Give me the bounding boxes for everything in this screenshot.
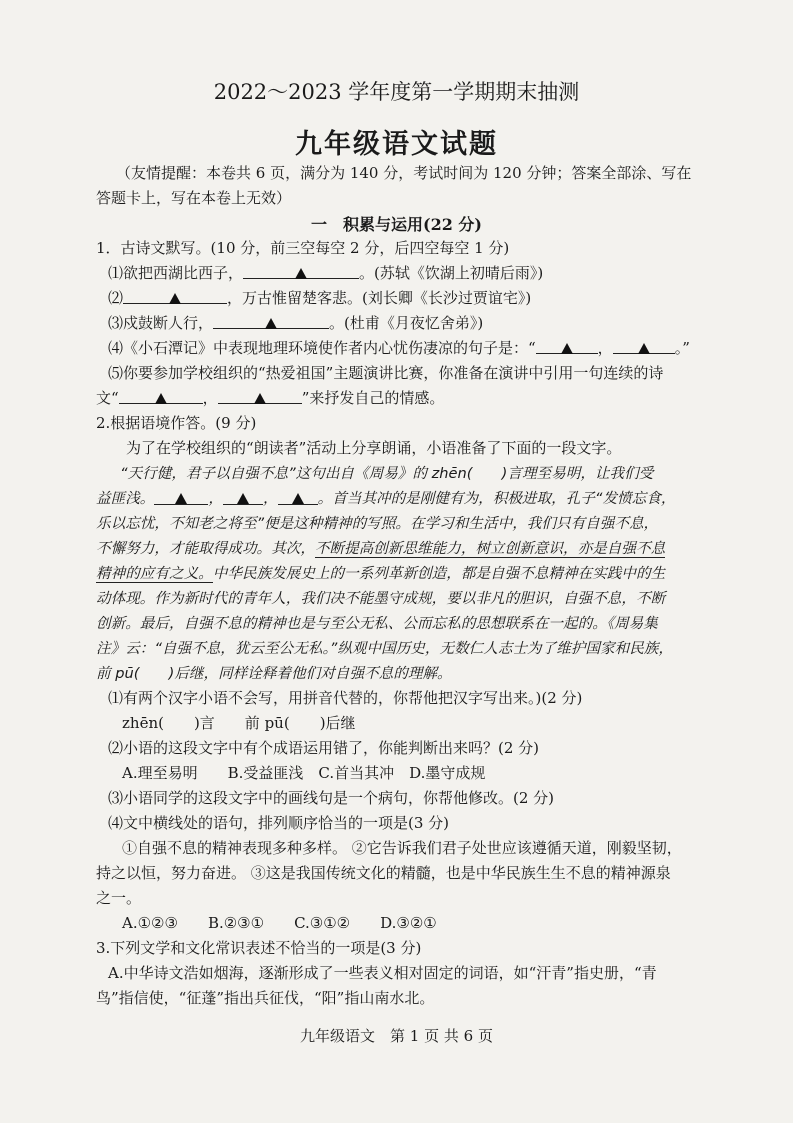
passage-line-4 (96, 537, 665, 558)
notice-line-1: （友情提醒：本卷共 6 页，满分为 140 分，考试时间为 120 分钟；答案全部涂、写在 (116, 164, 692, 182)
underlined-sentence-part-2: 精神的应有之义。 (96, 565, 213, 582)
passage-line-5 (96, 562, 665, 583)
blank-marker-icon (155, 393, 167, 404)
passage-line-3: 乐以忘忧，不知老之将至”便是这种精神的写照。在学习和生活中，我们只有自强不息， (96, 515, 659, 532)
q1-item-5-text-b: 文“ (96, 389, 119, 407)
answer-blank (154, 490, 208, 505)
blank-marker-icon (175, 493, 187, 504)
q2-sub-4: ⑷文中横线处的语句，排列顺序恰当的一项是(3 分) (108, 814, 450, 832)
answer-blank (218, 389, 302, 404)
passage-line-1: “天行健，君子以自强不息”这句出自《周易》的 zhēn( )言理至易明，让我们受 (120, 465, 654, 482)
answer-blank (119, 389, 203, 404)
section-title: 一 积累与运用(22 分) (311, 215, 482, 234)
blank-marker-icon (638, 343, 650, 354)
q1-item-2 (108, 287, 531, 308)
passage-line-2 (96, 487, 675, 508)
exam-subject-title: 九年级语文试题 (295, 129, 498, 160)
answer-blank (278, 490, 318, 505)
passage-line-6: 动体现。作为新时代的青年人，我们决不能墨守成规，要以非凡的胆识，自强不息，不断 (96, 590, 666, 607)
notice-line-2: 答题卡上，写在本卷上无效） (96, 189, 292, 207)
answer-blank (213, 314, 329, 329)
q1-item-4-text-c: 。” (674, 339, 690, 357)
blank-marker-icon (292, 493, 304, 504)
passage-line-2-text-b: ， (208, 490, 223, 507)
q2-sub-2-options: A.理至易明 B.受益匪浅 C.首当其冲 D.墨守成规 (122, 764, 486, 782)
blank-marker-icon (561, 343, 573, 354)
passage-line-7: 创新。最后，自强不息的精神也是与至公无私、公而忘私的思想联系在一起的。《周易集 (96, 615, 658, 632)
blank-marker-icon (295, 268, 307, 279)
q1-item-5-line-1: ⑸你要参加学校组织的“热爱祖国”主题演讲比赛，你准备在演讲中引用一句连续的诗 (108, 364, 664, 382)
answer-blank (243, 264, 359, 279)
passage-line-2-text-c: ， (263, 490, 278, 507)
passage-line-5-text-b: 中华民族发展史上的一系列革新创造，都是自强不息精神在实践中的生 (212, 565, 666, 582)
passage-line-4-text-a: 不懈努力，才能取得成功。其次， (96, 540, 315, 557)
answer-blank (536, 339, 598, 354)
q2-sub-4-line-1: ①自强不息的精神表现多种多样。 ②它告诉我们君子处世应该遵循天道，刚毅坚韧， (122, 839, 682, 857)
q1-item-3 (108, 312, 483, 333)
answer-blank (123, 289, 227, 304)
q1-item-1 (108, 262, 543, 283)
blank-marker-icon (169, 293, 181, 304)
q2-sub-3: ⑶小语同学的这段文字中的画线句是一个病句，你帮他修改。(2 分) (108, 789, 555, 807)
q2-sub-4-options: A.①②③ B.②③① C.③①② D.③②① (122, 914, 437, 932)
q3-option-a-line-1: A.中华诗文浩如烟海，逐渐形成了一些表义相对固定的词语，如“汗青”指史册，“青 (108, 964, 657, 982)
q1-item-5-text-d: ”来抒发自己的情感。 (301, 389, 445, 407)
q1-item-2-text-a: ⑵ (108, 289, 124, 307)
q1-item-4-text-b: ， (597, 339, 613, 357)
q3-stem: 3.下列文学和文化常识表述不恰当的一项是(3 分) (96, 939, 422, 957)
q1-item-4 (108, 337, 690, 358)
q2-sub-2: ⑵小语的这段文字中有个成语运用错了，你能判断出来吗？(2 分) (108, 739, 540, 757)
q1-item-3-text-b: 。(杜甫《月夜忆舍弟》) (329, 314, 484, 332)
blank-marker-icon (254, 393, 266, 404)
q1-item-3-text-a: ⑶戍鼓断人行， (108, 314, 214, 332)
underlined-sentence-part-1: 不断提高创新思维能力，树立创新意识，亦是自强不息 (314, 540, 666, 557)
answer-blank (613, 339, 675, 354)
q1-item-1-text-b: 。(苏轼《饮湖上初晴后雨》) (359, 264, 544, 282)
q2-stem: 2.根据语境作答。(9 分) (96, 414, 257, 432)
passage-line-2-text-d: 。首当其冲的是刚健有为，积极进取，孔子“发愤忘食， (317, 490, 676, 507)
q1-item-4-text-a: ⑷《小石潭记》中表现地理环境使作者内心忧伤凄凉的句子是：“ (108, 339, 536, 357)
q1-stem: 1．古诗文默写。(10 分，前三空每空 2 分，后四空每空 1 分) (96, 239, 510, 257)
passage-line-2-text-a: 益匪浅。 (96, 490, 155, 507)
q3-option-a-line-2: 鸟”指信使，“征蓬”指出兵征伐，“阳”指山南水北。 (96, 989, 435, 1007)
q2-sub-1: ⑴有两个汉字小语不会写，用拼音代替的，你帮他把汉字写出来。)(2 分) (108, 689, 583, 707)
page-footer: 九年级语文 第 1 页 共 6 页 (300, 1027, 493, 1045)
q1-item-5-text-c: ， (202, 389, 218, 407)
answer-blank (223, 490, 263, 505)
blank-marker-icon (265, 318, 277, 329)
q2-sub-4-line-2: 持之以恒，努力奋进。 ③这是我国传统文化的精髓，也是中华民族生生不息的精神源泉 (96, 864, 671, 882)
q2-intro: 为了在学校组织的“朗读者”活动上分享朗诵，小语准备了下面的一段文字。 (126, 439, 622, 457)
q1-item-2-text-b: ，万古惟留楚客悲。(刘长卿《长沙过贾谊宅》) (227, 289, 532, 307)
q1-item-5-line-2 (96, 387, 444, 408)
passage-line-9: 前 pū( )后继，同样诠释着他们对自强不息的理解。 (96, 665, 452, 682)
blank-marker-icon (237, 493, 249, 504)
q2-sub-1-answer: zhēn( )言 前 pū( )后继 (122, 714, 356, 732)
passage-line-8: 注》云：“自强不息，犹云至公无私。”纵观中国历史，无数仁人志士为了维护国家和民族， (96, 640, 673, 657)
q1-item-1-text-a: ⑴欲把西湖比西子， (108, 264, 244, 282)
exam-header-title: 2022～2023 学年度第一学期期末抽测 (213, 80, 580, 104)
q2-sub-4-line-3: 之一。 (96, 889, 142, 907)
